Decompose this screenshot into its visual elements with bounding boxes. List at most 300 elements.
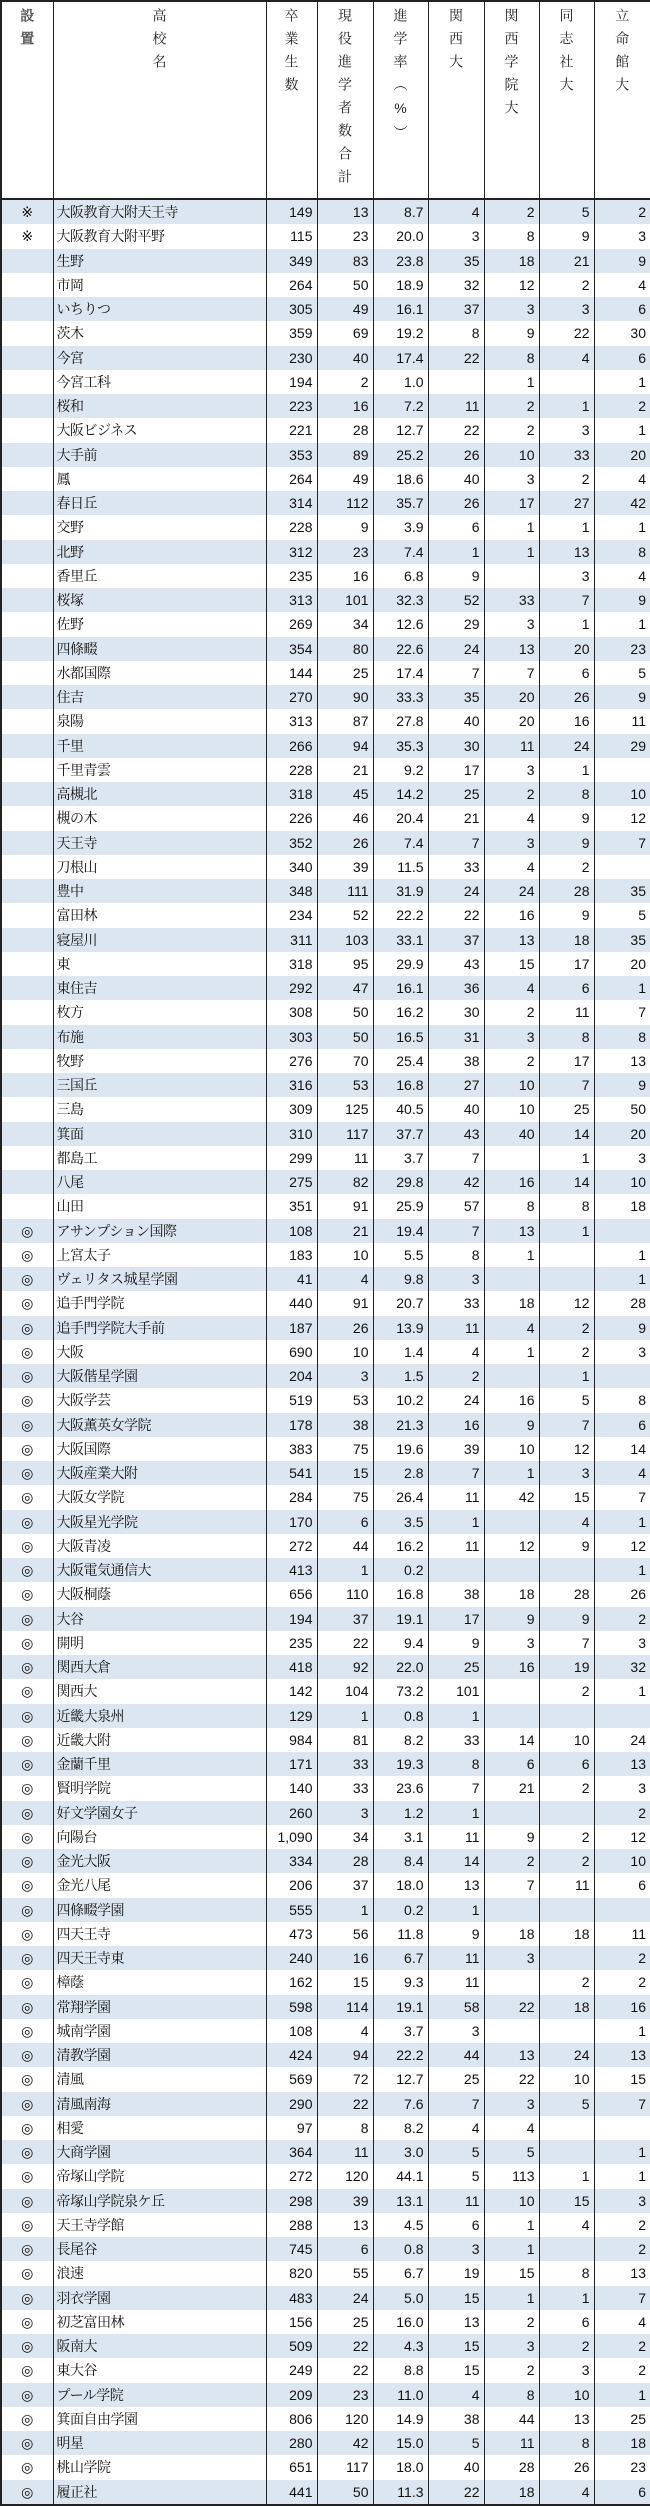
admission-rate: 16.1 <box>373 976 428 1000</box>
header-graduates <box>266 1 317 199</box>
graduates: 441 <box>266 2480 317 2505</box>
admission-rate: 19.1 <box>373 1995 428 2019</box>
school-name: 相愛 <box>53 2116 266 2140</box>
school-name: 槻の木 <box>53 806 266 830</box>
admission-rate: 20.7 <box>373 1291 428 1315</box>
kansai-count: 101 <box>428 1679 484 1703</box>
school-name: 帝塚山学院 <box>53 2164 266 2188</box>
graduates: 226 <box>266 806 317 830</box>
admission-rate: 25.9 <box>373 1194 428 1218</box>
school-name: 市岡 <box>53 273 266 297</box>
ritsumeikan-count <box>594 1219 650 1243</box>
total-admitted: 25 <box>317 2310 373 2334</box>
setchi-mark: ◎ <box>1 2310 53 2334</box>
kwansei-count: 20 <box>484 685 539 709</box>
table-row <box>1 2140 650 2164</box>
school-name: 天王寺学館 <box>53 2213 266 2237</box>
table-row <box>1 1776 650 1800</box>
setchi-mark: ◎ <box>1 1801 53 1825</box>
setchi-mark: ◎ <box>1 2407 53 2431</box>
doshisha-count: 8 <box>539 782 594 806</box>
kwansei-count: 9 <box>484 1607 539 1631</box>
school-name: 常翔学園 <box>53 1995 266 2019</box>
ritsumeikan-count: 1 <box>594 418 650 442</box>
doshisha-count: 5 <box>539 2092 594 2116</box>
table-row <box>1 2189 650 2213</box>
graduates: 194 <box>266 1607 317 1631</box>
ritsumeikan-count: 18 <box>594 2431 650 2455</box>
kansai-count: 33 <box>428 855 484 879</box>
doshisha-count: 4 <box>539 346 594 370</box>
graduates: 275 <box>266 1170 317 1194</box>
header-label: 立命館大 <box>614 8 631 100</box>
admission-rate: 73.2 <box>373 1679 428 1703</box>
kwansei-count: 2 <box>484 782 539 806</box>
school-name: 長尾谷 <box>53 2237 266 2261</box>
kwansei-count <box>484 1510 539 1534</box>
school-name: 追手門学院大手前 <box>53 1316 266 1340</box>
admission-rate: 6.7 <box>373 2261 428 2285</box>
kwansei-count: 6 <box>484 1752 539 1776</box>
graduates: 483 <box>266 2286 317 2310</box>
graduates: 440 <box>266 1291 317 1315</box>
graduates: 656 <box>266 1582 317 1606</box>
doshisha-count: 28 <box>539 879 594 903</box>
school-name: 大阪産業大附 <box>53 1461 266 1485</box>
admission-rate: 16.8 <box>373 1582 428 1606</box>
kansai-count: 19 <box>428 2261 484 2285</box>
kwansei-count: 1 <box>484 1340 539 1364</box>
admission-rate: 25.2 <box>373 443 428 467</box>
table-row <box>1 2164 650 2188</box>
doshisha-count: 28 <box>539 1582 594 1606</box>
total-admitted: 70 <box>317 1049 373 1073</box>
school-name: 四條畷学園 <box>53 1898 266 1922</box>
total-admitted: 87 <box>317 709 373 733</box>
total-admitted: 46 <box>317 806 373 830</box>
admission-rate: 10.2 <box>373 1388 428 1412</box>
school-name: 四天王寺東 <box>53 1946 266 1970</box>
kansai-count: 38 <box>428 2407 484 2431</box>
graduates: 223 <box>266 394 317 418</box>
ritsumeikan-count: 32 <box>594 1655 650 1679</box>
ritsumeikan-count: 12 <box>594 1825 650 1849</box>
header-label: 同志社大 <box>558 8 575 100</box>
graduates: 316 <box>266 1073 317 1097</box>
school-name: 大阪青凌 <box>53 1534 266 1558</box>
doshisha-count: 25 <box>539 1097 594 1121</box>
graduates: 308 <box>266 1000 317 1024</box>
kansai-count: 33 <box>428 1728 484 1752</box>
ritsumeikan-count: 7 <box>594 1000 650 1024</box>
kansai-count: 13 <box>428 2310 484 2334</box>
kansai-count: 11 <box>428 2189 484 2213</box>
kwansei-count: 18 <box>484 2480 539 2505</box>
kwansei-count: 42 <box>484 1485 539 1509</box>
ritsumeikan-count: 10 <box>594 1849 650 1873</box>
graduates: 305 <box>266 297 317 321</box>
setchi-mark: ◎ <box>1 2334 53 2358</box>
table-row <box>1 952 650 976</box>
kansai-count: 11 <box>428 1946 484 1970</box>
table-row <box>1 2310 650 2334</box>
school-name: プール学院 <box>53 2383 266 2407</box>
kwansei-count: 12 <box>484 1534 539 1558</box>
kwansei-count: 4 <box>484 976 539 1000</box>
graduates: 299 <box>266 1146 317 1170</box>
graduates: 353 <box>266 443 317 467</box>
admission-rate: 6.8 <box>373 564 428 588</box>
table-row <box>1 1219 650 1243</box>
admission-rate: 14.2 <box>373 782 428 806</box>
doshisha-count: 1 <box>539 1219 594 1243</box>
total-admitted: 8 <box>317 2116 373 2140</box>
setchi-mark: ◎ <box>1 1316 53 1340</box>
doshisha-count: 7 <box>539 1413 594 1437</box>
setchi-mark <box>1 491 53 515</box>
doshisha-count: 9 <box>539 1607 594 1631</box>
graduates: 108 <box>266 2019 317 2043</box>
total-admitted: 6 <box>317 1510 373 1534</box>
setchi-mark: ◎ <box>1 1752 53 1776</box>
ritsumeikan-count <box>594 855 650 879</box>
graduates: 313 <box>266 588 317 612</box>
ritsumeikan-count: 10 <box>594 1170 650 1194</box>
doshisha-count: 14 <box>539 1122 594 1146</box>
school-name: 三国丘 <box>53 1073 266 1097</box>
admission-rate: 5.0 <box>373 2286 428 2310</box>
admission-rate: 29.8 <box>373 1170 428 1194</box>
admission-rate: 35.7 <box>373 491 428 515</box>
kwansei-count: 16 <box>484 1655 539 1679</box>
setchi-mark: ◎ <box>1 1607 53 1631</box>
kwansei-count: 14 <box>484 1728 539 1752</box>
admission-rate: 7.6 <box>373 2092 428 2116</box>
setchi-mark: ◎ <box>1 1898 53 1922</box>
admission-rate: 17.4 <box>373 661 428 685</box>
kansai-count: 2 <box>428 1364 484 1388</box>
admission-rate: 13.1 <box>373 2189 428 2213</box>
table-row <box>1 1000 650 1024</box>
graduates: 424 <box>266 2043 317 2067</box>
admission-rate: 8.2 <box>373 1728 428 1752</box>
header-label: 関西学院大 <box>503 8 520 123</box>
total-admitted: 42 <box>317 2431 373 2455</box>
school-name: 山田 <box>53 1194 266 1218</box>
ritsumeikan-count: 1 <box>594 2164 650 2188</box>
admission-rate: 8.7 <box>373 199 428 224</box>
kansai-count: 9 <box>428 1922 484 1946</box>
graduates: 235 <box>266 564 317 588</box>
graduates: 276 <box>266 1049 317 1073</box>
school-name: 茨木 <box>53 321 266 345</box>
doshisha-count: 15 <box>539 1485 594 1509</box>
school-name: 大阪電気通信大 <box>53 1558 266 1582</box>
ritsumeikan-count: 4 <box>594 564 650 588</box>
ritsumeikan-count <box>594 2116 650 2140</box>
kansai-count <box>428 1558 484 1582</box>
kwansei-count: 3 <box>484 1946 539 1970</box>
school-name: 三島 <box>53 1097 266 1121</box>
school-name: 大商学園 <box>53 2140 266 2164</box>
ritsumeikan-count: 24 <box>594 1728 650 1752</box>
graduates: 348 <box>266 879 317 903</box>
table-row <box>1 1995 650 2019</box>
ritsumeikan-count: 2 <box>594 2237 650 2261</box>
graduates: 418 <box>266 1655 317 1679</box>
kansai-count: 11 <box>428 1316 484 1340</box>
doshisha-count: 7 <box>539 1073 594 1097</box>
doshisha-count: 27 <box>539 491 594 515</box>
graduates: 264 <box>266 467 317 491</box>
kansai-count: 17 <box>428 1607 484 1631</box>
school-name: 交野 <box>53 515 266 539</box>
admission-rate: 16.2 <box>373 1000 428 1024</box>
kansai-count: 38 <box>428 1582 484 1606</box>
school-name: 水都国際 <box>53 661 266 685</box>
setchi-mark <box>1 1073 53 1097</box>
total-admitted: 117 <box>317 2455 373 2479</box>
total-admitted: 112 <box>317 491 373 515</box>
table-row <box>1 2407 650 2431</box>
school-name: 富田林 <box>53 903 266 927</box>
kwansei-count: 3 <box>484 1631 539 1655</box>
table-row <box>1 1970 650 1994</box>
doshisha-count <box>539 2237 594 2261</box>
kwansei-count <box>484 1267 539 1291</box>
kwansei-count: 7 <box>484 661 539 685</box>
school-name: 生野 <box>53 249 266 273</box>
admission-rate: 11.3 <box>373 2480 428 2505</box>
total-admitted: 72 <box>317 2067 373 2091</box>
admission-rate: 1.0 <box>373 370 428 394</box>
kansai-count: 3 <box>428 224 484 248</box>
table-row <box>1 1364 650 1388</box>
ritsumeikan-count: 23 <box>594 2455 650 2479</box>
kwansei-count: 13 <box>484 1219 539 1243</box>
header-label: 設置 <box>19 8 36 54</box>
doshisha-count <box>539 2019 594 2043</box>
table-row <box>1 2358 650 2382</box>
kansai-count: 8 <box>428 1243 484 1267</box>
table-row <box>1 467 650 491</box>
header-kwansei <box>484 1 539 199</box>
doshisha-count: 10 <box>539 2067 594 2091</box>
total-admitted: 25 <box>317 661 373 685</box>
setchi-mark: ◎ <box>1 1728 53 1752</box>
admission-rate: 18.0 <box>373 2455 428 2479</box>
ritsumeikan-count: 28 <box>594 1291 650 1315</box>
doshisha-count: 11 <box>539 1873 594 1897</box>
total-admitted: 16 <box>317 564 373 588</box>
graduates: 204 <box>266 1364 317 1388</box>
ritsumeikan-count: 1 <box>594 2019 650 2043</box>
ritsumeikan-count: 12 <box>594 806 650 830</box>
total-admitted: 24 <box>317 2286 373 2310</box>
kansai-count: 30 <box>428 1000 484 1024</box>
admission-rate: 0.2 <box>373 1898 428 1922</box>
kansai-count: 9 <box>428 1631 484 1655</box>
graduates: 234 <box>266 903 317 927</box>
doshisha-count: 6 <box>539 976 594 1000</box>
doshisha-count: 1 <box>539 515 594 539</box>
total-admitted: 10 <box>317 1340 373 1364</box>
graduates: 264 <box>266 273 317 297</box>
table-row <box>1 273 650 297</box>
ritsumeikan-count: 9 <box>594 1073 650 1097</box>
school-name: 清風南海 <box>53 2092 266 2116</box>
total-admitted: 22 <box>317 2092 373 2116</box>
setchi-mark <box>1 249 53 273</box>
admission-rate: 4.3 <box>373 2334 428 2358</box>
ritsumeikan-count <box>594 1704 650 1728</box>
total-admitted: 3 <box>317 1364 373 1388</box>
kwansei-count: 18 <box>484 1291 539 1315</box>
graduates: 310 <box>266 1122 317 1146</box>
doshisha-count <box>539 1704 594 1728</box>
ritsumeikan-count: 7 <box>594 831 650 855</box>
setchi-mark <box>1 734 53 758</box>
setchi-mark <box>1 879 53 903</box>
admission-rate: 0.8 <box>373 1704 428 1728</box>
kwansei-count <box>484 2019 539 2043</box>
admission-rate: 3.0 <box>373 2140 428 2164</box>
admission-rate: 9.3 <box>373 1970 428 1994</box>
admission-rate: 3.7 <box>373 2019 428 2043</box>
kansai-count: 31 <box>428 1025 484 1049</box>
admission-rate: 37.7 <box>373 1122 428 1146</box>
kwansei-count: 10 <box>484 1437 539 1461</box>
graduates: 290 <box>266 2092 317 2116</box>
kansai-count: 1 <box>428 1704 484 1728</box>
admission-rate: 25.4 <box>373 1049 428 1073</box>
table-row <box>1 1170 650 1194</box>
table-row <box>1 758 650 782</box>
ritsumeikan-count: 1 <box>594 1558 650 1582</box>
admission-rate: 18.0 <box>373 1873 428 1897</box>
kwansei-count: 3 <box>484 1025 539 1049</box>
ritsumeikan-count: 23 <box>594 637 650 661</box>
school-name: 千里 <box>53 734 266 758</box>
admission-rate: 18.6 <box>373 467 428 491</box>
kwansei-count: 9 <box>484 1413 539 1437</box>
setchi-mark: ◎ <box>1 1510 53 1534</box>
school-name: 開明 <box>53 1631 266 1655</box>
ritsumeikan-count: 26 <box>594 1582 650 1606</box>
total-admitted: 1 <box>317 1704 373 1728</box>
setchi-mark: ◎ <box>1 2164 53 2188</box>
admission-rate: 22.2 <box>373 2043 428 2067</box>
setchi-mark: ◎ <box>1 2431 53 2455</box>
school-name: 金蘭千里 <box>53 1752 266 1776</box>
setchi-mark <box>1 1097 53 1121</box>
setchi-mark <box>1 831 53 855</box>
graduates: 313 <box>266 709 317 733</box>
admission-rate: 19.6 <box>373 1437 428 1461</box>
graduates: 284 <box>266 1485 317 1509</box>
kansai-count: 26 <box>428 491 484 515</box>
doshisha-count: 19 <box>539 1655 594 1679</box>
setchi-mark <box>1 661 53 685</box>
setchi-mark: ※ <box>1 224 53 248</box>
total-admitted: 22 <box>317 2334 373 2358</box>
table-row <box>1 564 650 588</box>
admission-rate: 19.3 <box>373 1752 428 1776</box>
ritsumeikan-count: 9 <box>594 588 650 612</box>
kwansei-count: 15 <box>484 952 539 976</box>
total-admitted: 114 <box>317 1995 373 2019</box>
kansai-count: 11 <box>428 1485 484 1509</box>
kansai-count: 24 <box>428 879 484 903</box>
kwansei-count: 16 <box>484 1388 539 1412</box>
doshisha-count: 24 <box>539 734 594 758</box>
total-admitted: 95 <box>317 952 373 976</box>
setchi-mark: ◎ <box>1 2140 53 2164</box>
school-name: 関西大倉 <box>53 1655 266 1679</box>
setchi-mark <box>1 612 53 636</box>
setchi-mark: ◎ <box>1 1582 53 1606</box>
doshisha-count: 18 <box>539 1922 594 1946</box>
total-admitted: 90 <box>317 685 373 709</box>
setchi-mark <box>1 1122 53 1146</box>
kwansei-count: 16 <box>484 903 539 927</box>
setchi-mark: ◎ <box>1 2213 53 2237</box>
setchi-mark: ◎ <box>1 1995 53 2019</box>
total-admitted: 110 <box>317 1582 373 1606</box>
table-row <box>1 2067 650 2091</box>
kwansei-count: 13 <box>484 928 539 952</box>
admission-rate: 19.2 <box>373 321 428 345</box>
header-label: 関西大 <box>448 8 464 77</box>
header-total-admitted <box>317 1 373 199</box>
kwansei-count: 113 <box>484 2164 539 2188</box>
kwansei-count: 2 <box>484 394 539 418</box>
kwansei-count: 15 <box>484 2261 539 2285</box>
admission-rate: 9.2 <box>373 758 428 782</box>
ritsumeikan-count: 3 <box>594 1340 650 1364</box>
admission-rate: 6.7 <box>373 1946 428 1970</box>
table-row <box>1 370 650 394</box>
doshisha-count: 1 <box>539 758 594 782</box>
doshisha-count: 26 <box>539 2455 594 2479</box>
table-row <box>1 1073 650 1097</box>
admission-rate: 8.2 <box>373 2116 428 2140</box>
kwansei-count: 4 <box>484 2116 539 2140</box>
admission-rate: 22.2 <box>373 903 428 927</box>
table-row <box>1 2334 650 2358</box>
kansai-count: 32 <box>428 273 484 297</box>
table-row <box>1 540 650 564</box>
kwansei-count: 2 <box>484 1000 539 1024</box>
total-admitted: 53 <box>317 1388 373 1412</box>
ritsumeikan-count: 4 <box>594 273 650 297</box>
admission-rate: 23.8 <box>373 249 428 273</box>
kansai-count: 40 <box>428 709 484 733</box>
setchi-mark: ◎ <box>1 1267 53 1291</box>
graduates: 509 <box>266 2334 317 2358</box>
kansai-count: 30 <box>428 734 484 758</box>
graduates: 142 <box>266 1679 317 1703</box>
graduates: 820 <box>266 2261 317 2285</box>
graduates: 209 <box>266 2383 317 2407</box>
setchi-mark: ◎ <box>1 1485 53 1509</box>
ritsumeikan-count: 3 <box>594 224 650 248</box>
total-admitted: 39 <box>317 2189 373 2213</box>
table-row <box>1 1728 650 1752</box>
total-admitted: 33 <box>317 1776 373 1800</box>
total-admitted: 80 <box>317 637 373 661</box>
doshisha-count <box>539 1946 594 1970</box>
